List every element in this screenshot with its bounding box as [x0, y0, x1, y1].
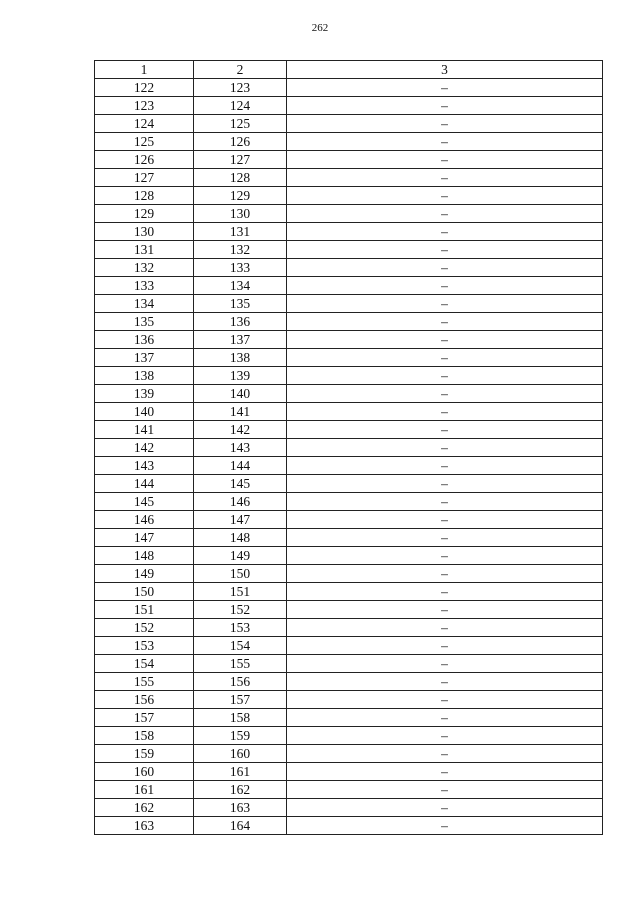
table-row	[95, 817, 603, 835]
table-row	[95, 259, 603, 277]
table-cell-col-2: 139	[194, 367, 287, 385]
table-cell-col-1: 148	[95, 547, 194, 565]
table-cell-col-1: 133	[95, 277, 194, 295]
table-cell-col-1: 156	[95, 691, 194, 709]
table-cell-col-1: 163	[95, 817, 194, 835]
table-cell-col-2: 159	[194, 727, 287, 745]
table-cell-col-1: 154	[95, 655, 194, 673]
table-cell-col-2: 126	[194, 133, 287, 151]
table-row	[95, 79, 603, 97]
table-row	[95, 673, 603, 691]
table-cell-col-2: 156	[194, 673, 287, 691]
table-row	[95, 763, 603, 781]
column-header-2: 2	[194, 61, 287, 79]
table-cell-col-3: –	[287, 817, 603, 835]
table-cell-col-1: 144	[95, 475, 194, 493]
table-row	[95, 97, 603, 115]
table-cell-col-2: 132	[194, 241, 287, 259]
table-cell-col-2: 164	[194, 817, 287, 835]
table-cell-col-3: –	[287, 241, 603, 259]
table-row	[95, 151, 603, 169]
table-row	[95, 223, 603, 241]
table-cell-col-3: –	[287, 151, 603, 169]
table-cell-col-3: –	[287, 637, 603, 655]
table-row	[95, 349, 603, 367]
table-cell-col-2: 149	[194, 547, 287, 565]
table-cell-col-2: 154	[194, 637, 287, 655]
table-row	[95, 745, 603, 763]
table-cell-col-3: –	[287, 331, 603, 349]
table-cell-col-1: 137	[95, 349, 194, 367]
table-row	[95, 133, 603, 151]
table-row	[95, 367, 603, 385]
table-cell-col-3: –	[287, 79, 603, 97]
table-cell-col-2: 141	[194, 403, 287, 421]
table-cell-col-1: 155	[95, 673, 194, 691]
table-row	[95, 655, 603, 673]
table-cell-col-3: –	[287, 439, 603, 457]
table-cell-col-2: 155	[194, 655, 287, 673]
table-row	[95, 529, 603, 547]
page-number: 262	[311, 22, 329, 34]
table-row	[95, 727, 603, 745]
table-cell-col-1: 122	[95, 79, 194, 97]
table-cell-col-1: 129	[95, 205, 194, 223]
table-cell-col-2: 133	[194, 259, 287, 277]
table-row	[95, 421, 603, 439]
table-cell-col-3: –	[287, 295, 603, 313]
table-cell-col-2: 152	[194, 601, 287, 619]
table-cell-col-3: –	[287, 403, 603, 421]
table-row	[95, 385, 603, 403]
table-cell-col-1: 152	[95, 619, 194, 637]
table-cell-col-3: –	[287, 223, 603, 241]
table-cell-col-3: –	[287, 565, 603, 583]
table-cell-col-1: 125	[95, 133, 194, 151]
table-cell-col-3: –	[287, 97, 603, 115]
table-cell-col-3: –	[287, 349, 603, 367]
table-cell-col-2: 147	[194, 511, 287, 529]
table-row	[95, 295, 603, 313]
table-cell-col-2: 144	[194, 457, 287, 475]
table-cell-col-3: –	[287, 655, 603, 673]
table-cell-col-3: –	[287, 259, 603, 277]
table-cell-col-2: 146	[194, 493, 287, 511]
table-cell-col-2: 143	[194, 439, 287, 457]
table-header	[95, 61, 603, 79]
table-cell-col-2: 124	[194, 97, 287, 115]
table-cell-col-2: 131	[194, 223, 287, 241]
table-cell-col-1: 124	[95, 115, 194, 133]
table-cell-col-2: 153	[194, 619, 287, 637]
table-cell-col-2: 142	[194, 421, 287, 439]
table-cell-col-2: 162	[194, 781, 287, 799]
table-cell-col-3: –	[287, 673, 603, 691]
table-cell-col-3: –	[287, 511, 603, 529]
table-cell-col-3: –	[287, 781, 603, 799]
table-cell-col-1: 142	[95, 439, 194, 457]
table-row	[95, 475, 603, 493]
table-cell-col-1: 153	[95, 637, 194, 655]
table-cell-col-1: 130	[95, 223, 194, 241]
table-cell-col-3: –	[287, 133, 603, 151]
table-row	[95, 313, 603, 331]
table-cell-col-1: 145	[95, 493, 194, 511]
table-row	[95, 457, 603, 475]
table-cell-col-1: 160	[95, 763, 194, 781]
table-cell-col-3: –	[287, 277, 603, 295]
table-cell-col-1: 126	[95, 151, 194, 169]
table-row	[95, 619, 603, 637]
table-cell-col-2: 135	[194, 295, 287, 313]
table-cell-col-2: 158	[194, 709, 287, 727]
table-cell-col-3: –	[287, 493, 603, 511]
table-cell-col-3: –	[287, 475, 603, 493]
table-cell-col-2: 136	[194, 313, 287, 331]
table-row	[95, 691, 603, 709]
table-cell-col-2: 151	[194, 583, 287, 601]
table-row	[95, 277, 603, 295]
table-cell-col-3: –	[287, 547, 603, 565]
table-row	[95, 601, 603, 619]
table-row	[95, 781, 603, 799]
table-row	[95, 547, 603, 565]
table-row	[95, 709, 603, 727]
table-cell-col-2: 157	[194, 691, 287, 709]
column-header-3: 3	[287, 61, 603, 79]
table-cell-col-2: 140	[194, 385, 287, 403]
table-cell-col-3: –	[287, 583, 603, 601]
table-cell-col-1: 140	[95, 403, 194, 421]
column-header-1: 1	[95, 61, 194, 79]
table-cell-col-1: 134	[95, 295, 194, 313]
table-cell-col-1: 131	[95, 241, 194, 259]
table-cell-col-3: –	[287, 457, 603, 475]
table-row	[95, 799, 603, 817]
table-cell-col-1: 135	[95, 313, 194, 331]
table-cell-col-2: 128	[194, 169, 287, 187]
table-row	[95, 241, 603, 259]
table-cell-col-1: 161	[95, 781, 194, 799]
table-cell-col-3: –	[287, 727, 603, 745]
table-cell-col-1: 146	[95, 511, 194, 529]
table-cell-col-2: 137	[194, 331, 287, 349]
table-cell-col-3: –	[287, 385, 603, 403]
table-cell-col-2: 163	[194, 799, 287, 817]
table-row	[95, 187, 603, 205]
table-cell-col-1: 151	[95, 601, 194, 619]
table-cell-col-1: 123	[95, 97, 194, 115]
table-cell-col-3: –	[287, 709, 603, 727]
table-cell-col-2: 160	[194, 745, 287, 763]
table-cell-col-1: 157	[95, 709, 194, 727]
table-row	[95, 583, 603, 601]
table-cell-col-2: 148	[194, 529, 287, 547]
table-row	[95, 439, 603, 457]
table-row	[95, 493, 603, 511]
table-cell-col-3: –	[287, 799, 603, 817]
table-cell-col-1: 162	[95, 799, 194, 817]
table-cell-col-3: –	[287, 115, 603, 133]
table-cell-col-2: 123	[194, 79, 287, 97]
table-cell-col-1: 136	[95, 331, 194, 349]
header-row	[95, 61, 603, 79]
table-cell-col-3: –	[287, 601, 603, 619]
table-cell-col-1: 143	[95, 457, 194, 475]
data-table	[94, 60, 603, 835]
table-cell-col-1: 128	[95, 187, 194, 205]
table-cell-col-1: 132	[95, 259, 194, 277]
table-row	[95, 511, 603, 529]
table-row	[95, 115, 603, 133]
table-cell-col-2: 127	[194, 151, 287, 169]
table-cell-col-2: 145	[194, 475, 287, 493]
table-cell-col-3: –	[287, 619, 603, 637]
table-cell-col-3: –	[287, 169, 603, 187]
table-cell-col-3: –	[287, 691, 603, 709]
table-cell-col-3: –	[287, 205, 603, 223]
table-cell-col-3: –	[287, 745, 603, 763]
table-cell-col-1: 127	[95, 169, 194, 187]
table-row	[95, 637, 603, 655]
table-cell-col-1: 159	[95, 745, 194, 763]
table-cell-col-3: –	[287, 313, 603, 331]
table-cell-col-2: 134	[194, 277, 287, 295]
table-cell-col-2: 125	[194, 115, 287, 133]
table-cell-col-1: 158	[95, 727, 194, 745]
table-row	[95, 331, 603, 349]
table-row	[95, 169, 603, 187]
table-cell-col-2: 150	[194, 565, 287, 583]
table-row	[95, 403, 603, 421]
table-cell-col-3: –	[287, 529, 603, 547]
table-cell-col-2: 129	[194, 187, 287, 205]
table-cell-col-3: –	[287, 367, 603, 385]
table-body	[95, 79, 603, 835]
table-row	[95, 565, 603, 583]
table-cell-col-3: –	[287, 187, 603, 205]
table-cell-col-2: 130	[194, 205, 287, 223]
table-cell-col-2: 161	[194, 763, 287, 781]
table-cell-col-1: 149	[95, 565, 194, 583]
table-cell-col-1: 138	[95, 367, 194, 385]
table-cell-col-3: –	[287, 421, 603, 439]
table-cell-col-1: 147	[95, 529, 194, 547]
table-cell-col-1: 141	[95, 421, 194, 439]
table-cell-col-1: 139	[95, 385, 194, 403]
table-row	[95, 205, 603, 223]
table-cell-col-3: –	[287, 763, 603, 781]
table-cell-col-1: 150	[95, 583, 194, 601]
table-cell-col-2: 138	[194, 349, 287, 367]
